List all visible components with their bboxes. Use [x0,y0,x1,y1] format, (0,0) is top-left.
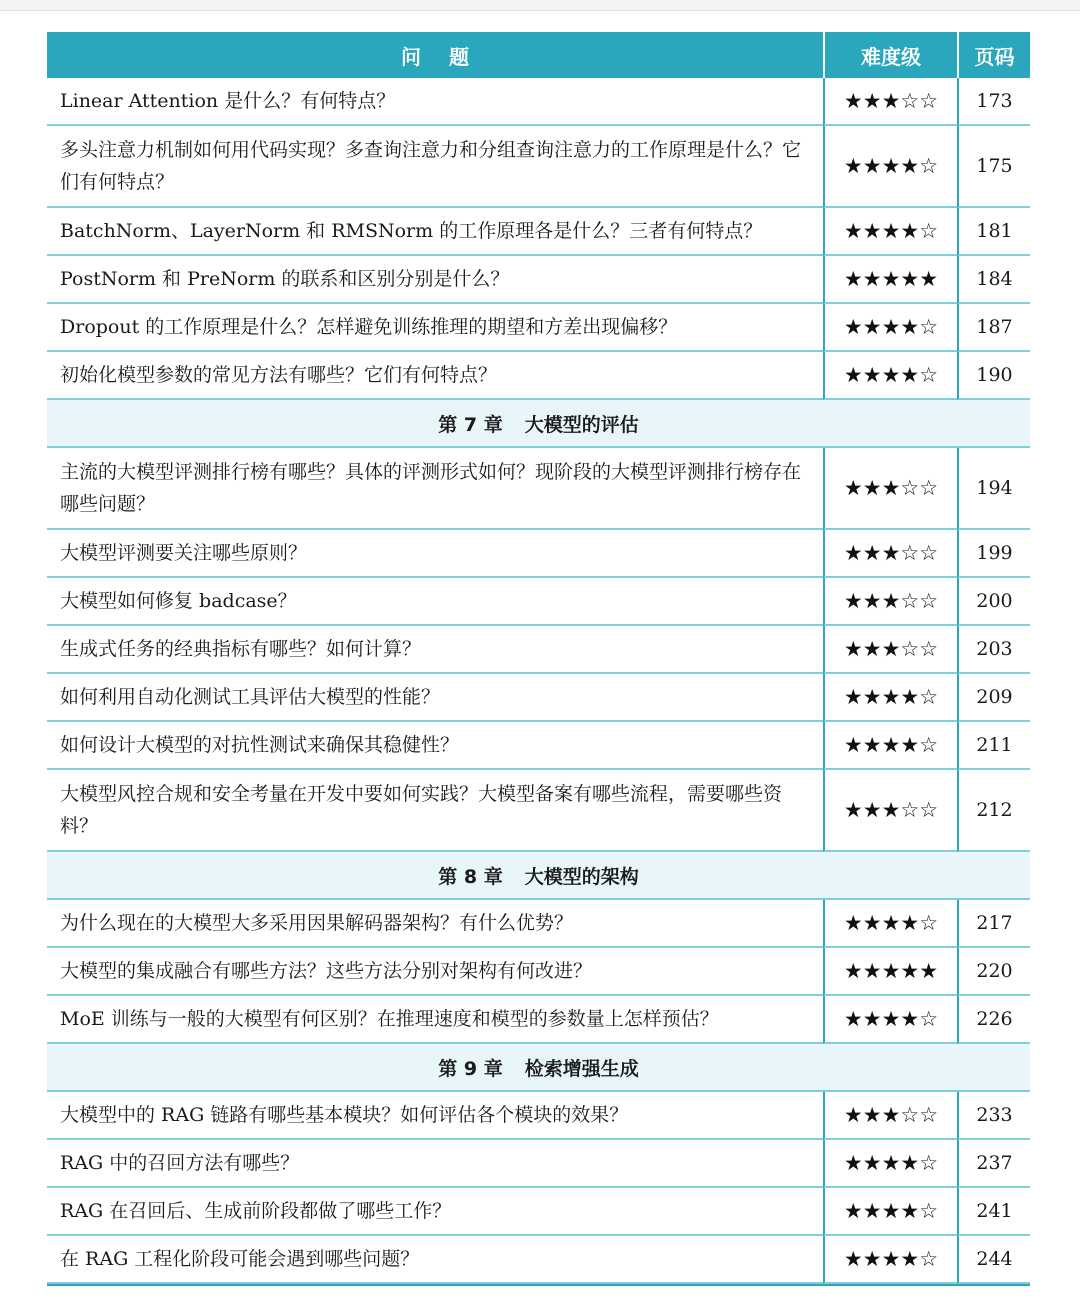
difficulty-stars: ★★★★★ [823,948,957,996]
difficulty-stars: ★★★★☆ [823,996,957,1044]
page-number: 217 [957,900,1030,948]
chapter-heading [47,400,1030,448]
difficulty-stars: ★★★☆☆ [823,530,957,578]
question-cell: 大模型风控合规和安全考量在开发中要如何实践？大模型备案有哪些流程，需要哪些资料？ [47,770,823,852]
page-number: 220 [957,948,1030,996]
chapter-heading [47,1044,1030,1092]
question-cell: 为什么现在的大模型大多采用因果解码器架构？有什么优势？ [47,900,823,948]
header-page: 页码 [957,32,1030,78]
chapter-heading [47,852,1030,900]
chapter-title: 大模型的评估 [524,413,639,436]
question-cell: 大模型的集成融合有哪些方法？这些方法分别对架构有何改进？ [47,948,823,996]
page-number: 184 [957,256,1030,304]
question-cell: 在 RAG 工程化阶段可能会遇到哪些问题？ [47,1236,823,1284]
header-difficulty: 难度级 [823,32,957,78]
difficulty-stars: ★★★★☆ [823,900,957,948]
question-cell: 大模型中的 RAG 链路有哪些基本模块？如何评估各个模块的效果？ [47,1092,823,1140]
page-number: 194 [957,448,1030,530]
question-cell: 如何利用自动化测试工具评估大模型的性能？ [47,674,823,722]
difficulty-stars: ★★★☆☆ [823,1092,957,1140]
page-number: 175 [957,126,1030,208]
page-number: 173 [957,78,1030,126]
page-number: 244 [957,1236,1030,1284]
question-cell: 主流的大模型评测排行榜有哪些？具体的评测形式如何？现阶段的大模型评测排行榜存在哪些问题？ [47,448,823,530]
question-cell: 生成式任务的经典指标有哪些？如何计算？ [47,626,823,674]
page-number: 226 [957,996,1030,1044]
difficulty-stars: ★★★★☆ [823,1140,957,1188]
difficulty-stars: ★★★☆☆ [823,578,957,626]
page-number: 190 [957,352,1030,400]
page-number: 200 [957,578,1030,626]
difficulty-stars: ★★★★☆ [823,1236,957,1284]
difficulty-stars: ★★★★☆ [823,126,957,208]
page-number: 187 [957,304,1030,352]
difficulty-stars: ★★★☆☆ [823,626,957,674]
chapter-number: 第 9 章 [438,1057,503,1080]
question-cell: 大模型评测要关注哪些原则？ [47,530,823,578]
difficulty-stars: ★★★★☆ [823,208,957,256]
question-cell: Linear Attention 是什么？有何特点？ [47,78,823,126]
chapter-number: 第 8 章 [438,865,503,888]
difficulty-stars: ★★★☆☆ [823,78,957,126]
page-number: 237 [957,1140,1030,1188]
question-cell: Dropout 的工作原理是什么？怎样避免训练推理的期望和方差出现偏移？ [47,304,823,352]
question-cell: MoE 训练与一般的大模型有何区别？在推理速度和模型的参数量上怎样预估？ [47,996,823,1044]
header-question: 问题 [47,32,823,78]
chapter-title: 大模型的架构 [524,865,639,888]
page-number: 212 [957,770,1030,852]
question-table [47,32,1030,1286]
chapter-number: 第 7 章 [438,413,503,436]
browser-top-strip [0,0,1080,11]
difficulty-stars: ★★★☆☆ [823,448,957,530]
question-cell: 如何设计大模型的对抗性测试来确保其稳健性？ [47,722,823,770]
question-cell: 多头注意力机制如何用代码实现？多查询注意力和分组查询注意力的工作原理是什么？它们有何特点？ [47,126,823,208]
question-cell: RAG 在召回后、生成前阶段都做了哪些工作？ [47,1188,823,1236]
question-cell: 初始化模型参数的常见方法有哪些？它们有何特点？ [47,352,823,400]
page-number: 241 [957,1188,1030,1236]
page-number: 233 [957,1092,1030,1140]
page-number: 199 [957,530,1030,578]
question-cell: BatchNorm、LayerNorm 和 RMSNorm 的工作原理各是什么？三者有何特点？ [47,208,823,256]
page-number: 181 [957,208,1030,256]
question-cell: PostNorm 和 PreNorm 的联系和区别分别是什么？ [47,256,823,304]
difficulty-stars: ★★★☆☆ [823,770,957,852]
page-number: 211 [957,722,1030,770]
difficulty-stars: ★★★★☆ [823,674,957,722]
difficulty-stars: ★★★★☆ [823,304,957,352]
page-number: 209 [957,674,1030,722]
difficulty-stars: ★★★★☆ [823,352,957,400]
chapter-title: 检索增强生成 [524,1057,639,1080]
difficulty-stars: ★★★★★ [823,256,957,304]
question-cell: RAG 中的召回方法有哪些？ [47,1140,823,1188]
difficulty-stars: ★★★★☆ [823,722,957,770]
difficulty-stars: ★★★★☆ [823,1188,957,1236]
page-number: 203 [957,626,1030,674]
question-cell: 大模型如何修复 badcase？ [47,578,823,626]
